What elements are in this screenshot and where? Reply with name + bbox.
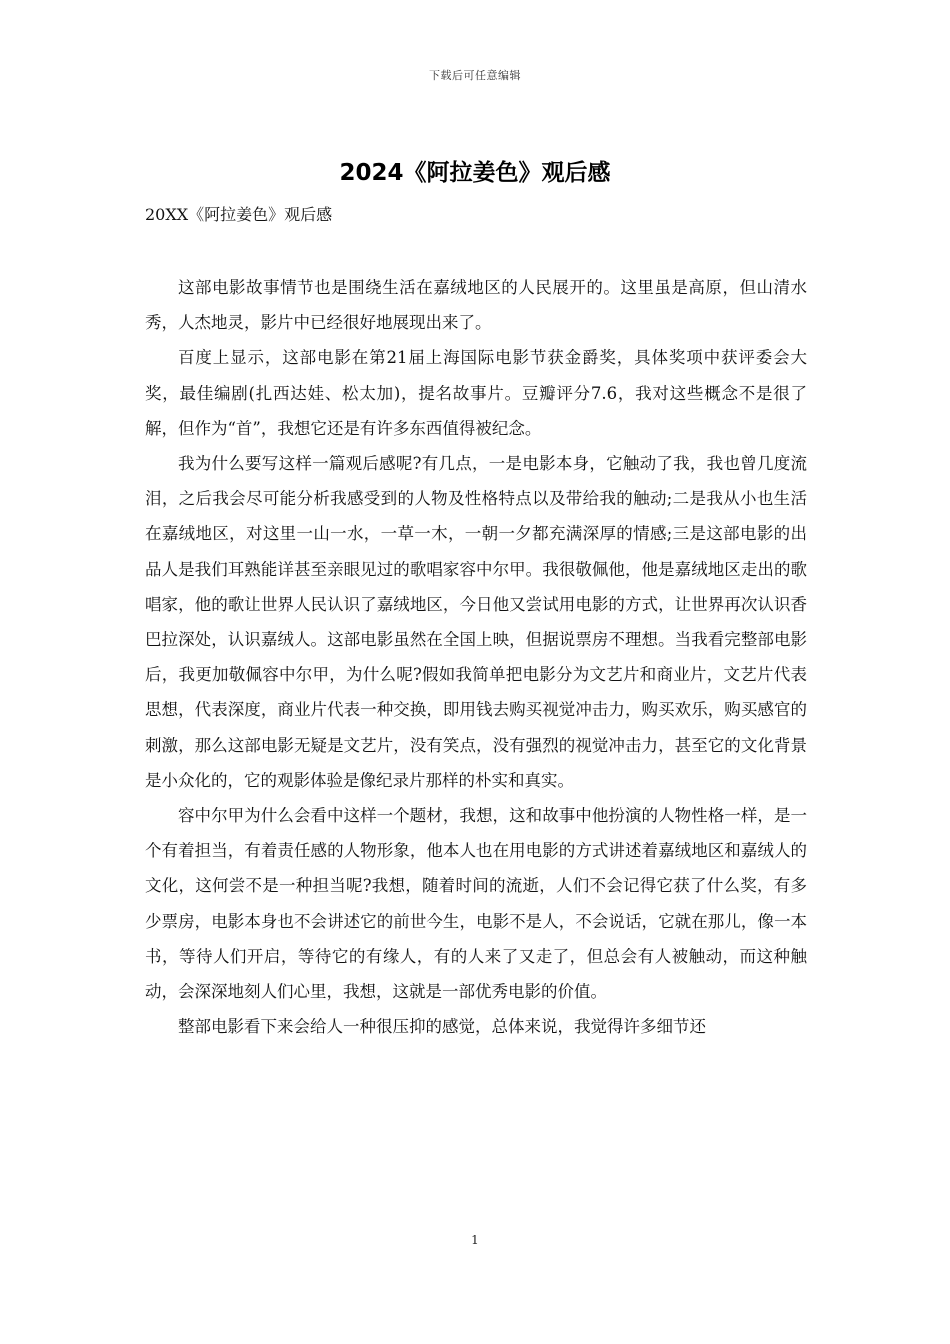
document-title: 2024《阿拉姜色》观后感: [339, 160, 611, 186]
paragraph-2: 百度上显示，这部电影在第21届上海国际电影节获金爵奖，具体奖项中获评委会大奖，最佳编剧(扎西达娃、松太加)，提名故事片。豆瓣评分7.6，我对这些概念不是很了解，但作为“首”，我想它还是有许多东西值得被纪念。: [145, 348, 807, 438]
header-note: 下载后可任意编辑: [429, 69, 521, 82]
page-number: 1: [471, 1233, 479, 1247]
document-body: [145, 270, 807, 1044]
document-subtitle: 20XX《阿拉姜色》观后感: [145, 205, 333, 224]
paragraph-4: 容中尔甲为什么会看中这样一个题材，我想，这和故事中他扮演的人物性格一样，是一个有着担当，有着责任感的人物形象，他本人也在用电影的方式讲述着嘉绒地区和嘉绒人的文化，这何尝不是一种担当呢?我想，随着时间的流逝，人们不会记得它获了什么奖，有多少票房，电影本身也不会讲述它的前世今生，电影不是人，不会说话，它就在那儿，像一本书，等待人们开启，等待它的有缘人，有的人来了又走了，但总会有人被触动，而这种触动，会深深地刻人们心里，我想，这就是一部优秀电影的价值。: [145, 806, 807, 1002]
paragraph-3: 我为什么要写这样一篇观后感呢?有几点，一是电影本身，它触动了我，我也曾几度流泪，之后我会尽可能分析我感受到的人物及性格特点以及带给我的触动;二是我从小也生活在嘉绒地区，对这里一山一水，一草一木，一朝一夕都充满深厚的情感;三是这部电影的出品人是我们耳熟能详甚至亲眼见过的歌唱家容中尔甲。我很敬佩他，他是嘉绒地区走出的歌唱家，他的歌让世界人民认识了嘉绒地区，今日他又尝试用电影的方式，让世界再次认识香巴拉深处，认识嘉绒人。这部电影虽然在全国上映，但据说票房不理想。当我看完整部电影后，我更加敬佩容中尔甲，为什么呢?假如我简单把电影分为文艺片和商业片，文艺片代表思想，代表深度，商业片代表一种交换，即用钱去购买视觉冲击力，购买欢乐，购买感官的刺激，那么这部电影无疑是文艺片，没有笑点，没有强烈的视觉冲击力，甚至它的文化背景是小众化的，它的观影体验是像纪录片那样的朴实和真实。: [145, 454, 807, 790]
paragraph-5: 整部电影看下来会给人一种很压抑的感觉，总体来说，我觉得许多细节还: [178, 1017, 706, 1037]
paragraph-1: 这部电影故事情节也是围绕生活在嘉绒地区的人民展开的。这里虽是高原，但山清水秀，人杰地灵，影片中已经很好地展现出来了。: [145, 278, 807, 333]
